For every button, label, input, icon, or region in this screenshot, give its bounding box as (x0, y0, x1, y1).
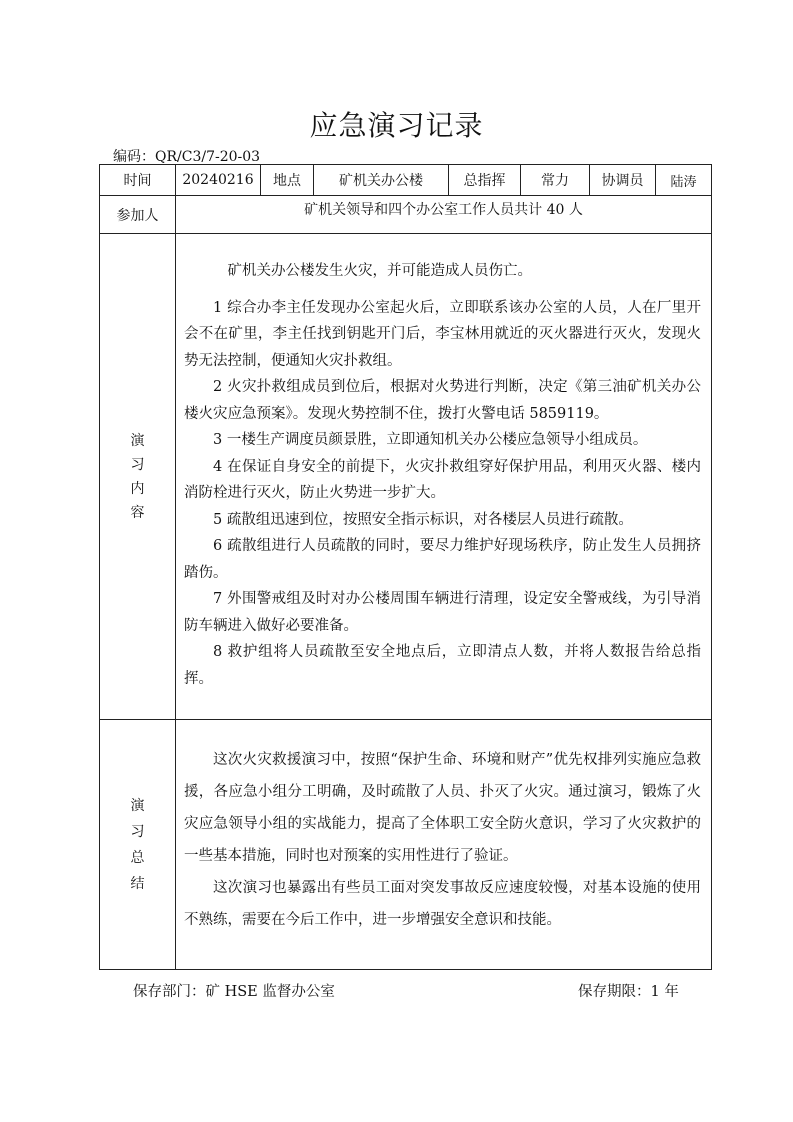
content-paragraph: 5 疏散组迅速到位，按照安全指示标识，对各楼层人员进行疏散。 (213, 511, 633, 528)
content-label-char: 习 (130, 456, 145, 473)
content-paragraph: 1 综合办李主任发现办公室起火后，立即联系该办公室的人员，人在厂里开会不在矿里，李主任找到钥匙开门后，李宝林用就近的灭火器进行灭火，发现火势无法控制，便通知火灾扑救组。 (184, 299, 701, 369)
content-paragraph: 矿机关办公楼发生火灾，并可能造成人员伤亡。 (227, 263, 532, 279)
time-label: 时间 (100, 165, 176, 196)
summary-paragraph: 这次火灾救援演习中，按照“保护生命、环境和财产”优先权排列实施应急救援，各应急小组分工明确，及时疏散了人员、扑灭了火灾。通过演习，锻炼了火灾应急领导小组的实战能力，提高了全体职工安全防火意识，学习了火灾救护的一些基本措施，同时也对预案的实用性进行了验证。 (184, 752, 701, 864)
content-paragraph: 2 火灾扑救组成员到位后，根据对火势进行判断，决定《第三油矿机关办公楼火灾应急预案》。发现火势控制不住，拨打火警电话 5859119。 (184, 379, 701, 422)
summary-paragraph: 这次演习也暴露出有些员工面对突发事故反应速度较慢，对基本设施的使用不熟练，需要在今后工作中，进一步增强安全意识和技能。 (184, 880, 701, 928)
storage-period: 保存期限：1 年 (578, 984, 679, 1000)
content-paragraph: 8 救护组将人员疏散至安全地点后，立即清点人数，并将人数报告给总指挥。 (184, 644, 701, 687)
commander-value: 常力 (521, 165, 590, 196)
content-label-char: 内 (130, 480, 145, 497)
document-code: 编码：QR/C3/7-20-03 (113, 149, 261, 165)
participants-value: 矿机关领导和四个办公室工作人员共计 40 人 (176, 196, 712, 234)
summary-label-char: 演 (130, 797, 145, 814)
place-label: 地点 (261, 165, 314, 196)
summary-label-char: 结 (130, 875, 145, 892)
time-value: 20240216 (176, 165, 261, 196)
participants-label: 参加人 (100, 196, 176, 234)
document-title: 应急演习记录 (309, 109, 484, 142)
storage-department: 保存部门：矿 HSE 监督办公室 (133, 984, 335, 1000)
content-label (100, 234, 176, 720)
coordinator-value: 陆涛 (656, 165, 712, 196)
content-paragraph: 4 在保证自身安全的前提下，火灾扑救组穿好保护用品，利用灭火器、楼内消防栓进行灭火，防止火势进一步扩大。 (184, 458, 701, 501)
content-label-char: 容 (130, 504, 145, 521)
content-paragraph: 6 疏散组进行人员疏散的同时，要尽力维护好现场秩序，防止发生人员拥挤踏伤。 (184, 538, 701, 581)
place-value: 矿机关办公楼 (314, 165, 449, 196)
summary-label-char: 习 (130, 823, 145, 840)
content-paragraph: 7 外围警戒组及时对办公楼周围车辆进行清理，设定安全警戒线，为引导消防车辆进入做好必要准备。 (184, 591, 701, 634)
content-label-char: 演 (130, 432, 145, 449)
summary-label-char: 总 (130, 849, 145, 866)
drill-record-table (99, 164, 712, 970)
coordinator-label: 协调员 (590, 165, 656, 196)
commander-label: 总指挥 (449, 165, 521, 196)
summary-label (100, 720, 176, 970)
content-paragraph: 3 一楼生产调度员颜景胜，立即通知机关办公楼应急领导小组成员。 (213, 432, 648, 448)
content-body (176, 234, 712, 720)
summary-body (176, 720, 712, 970)
